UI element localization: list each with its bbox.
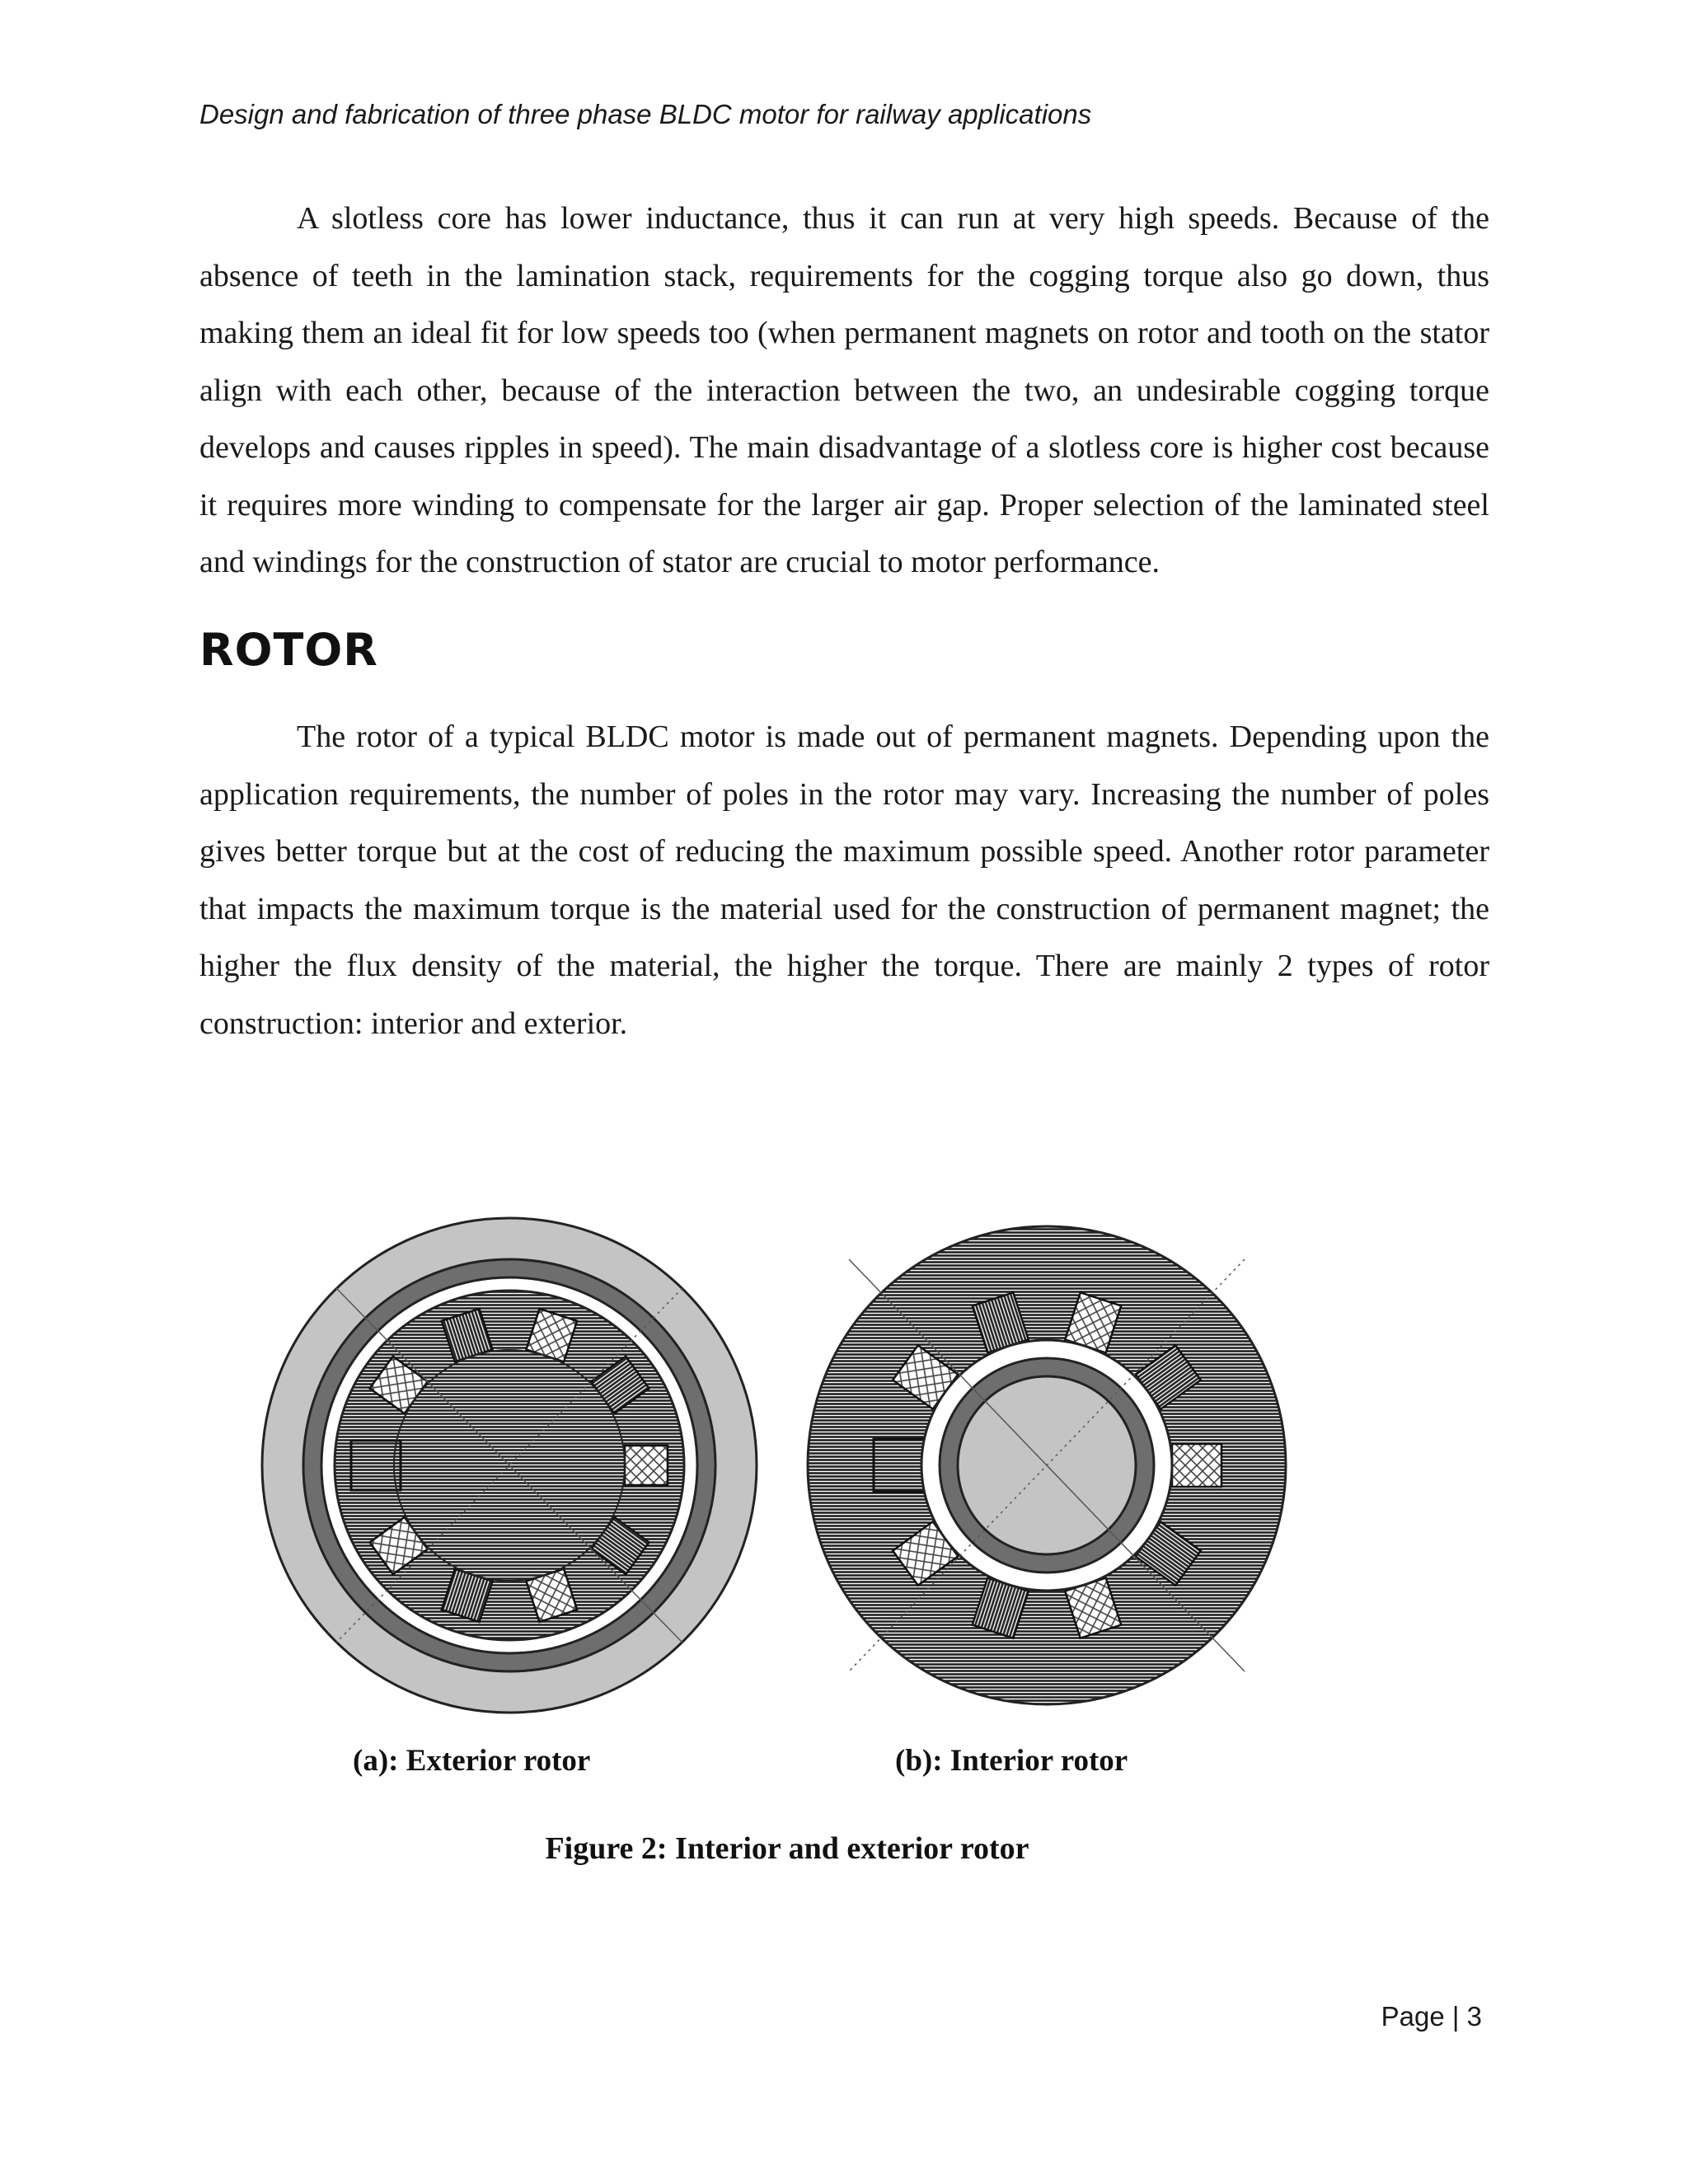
subcaption-interior-rotor: (b): Interior rotor — [895, 1744, 1128, 1778]
paragraph-rotor-intro: The rotor of a typical BLDC motor is made out of permanent magnets. Depending upon the application requirements, the number of poles in the rotor may vary. Increasing the number of poles gives better torque but at the cost of reducing the maximum possible speed. Another rotor parameter that impacts the maximum torque is the material used for the construction of permanent magnet; the higher the flux density of the material, the higher the torque. There are mainly 2 types of rotor construction: interior and exterior. — [199, 719, 1489, 1041]
figure-caption: Figure 2: Interior and exterior rotor — [545, 1831, 1029, 1866]
rotor-figure — [247, 1203, 1319, 1731]
interior-rotor-diagram — [808, 1226, 1286, 1704]
exterior-rotor-diagram — [262, 1218, 757, 1713]
subcaption-exterior-rotor: (a): Exterior rotor — [353, 1744, 591, 1778]
section-heading-rotor: ROTOR — [199, 624, 378, 676]
running-header: Design and fabrication of three phase BLDC motor for railway applications — [199, 99, 1092, 129]
paragraph-slotless-core: A slotless core has lower inductance, thus it can run at very high speeds. Because of the absence of teeth in the lamination stack, requirements for the cogging torque also go down, thus making them an ideal fit for low speeds too (when permanent magnets on rotor and tooth on the stator align with each other, because of the interaction between the two, an undesirable cogging torque develops and causes ripples in speed). The main disadvantage of a slotless core is higher cost because it requires more winding to compensate for the larger air gap. Proper selection of the laminated steel and windings for the construction of stator are crucial to motor performance. — [199, 201, 1489, 579]
page-number: Page | 3 — [1381, 2001, 1482, 2032]
